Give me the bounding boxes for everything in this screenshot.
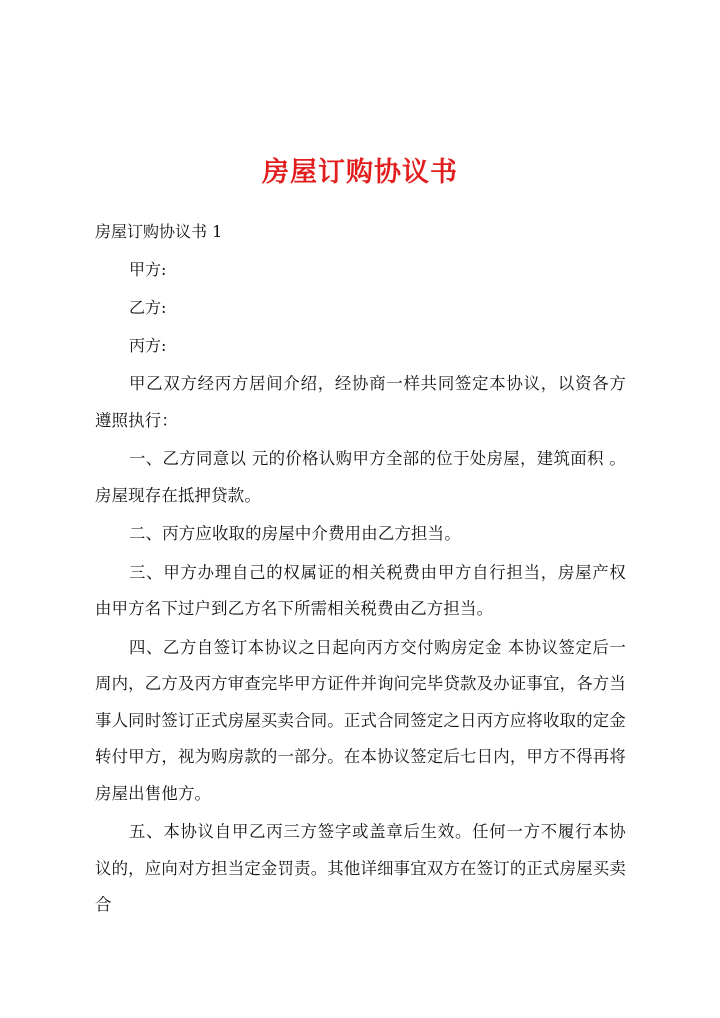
paragraph-clause-4: 四、乙方自签订本协议之日起向丙方交付购房定金 本协议签定后一周内，乙方及丙方审查完毕甲方证件并询问完毕贷款及办证事宜，各方当事人同时签订正式房屋买卖合同。正式合同签定之日丙方应将收取的定金转付甲方，视为购房款的一部分。在本协议签定后七日内，甲方不得再将房屋出售他方。: [95, 637, 626, 803]
party-a-line: 甲方:: [129, 260, 167, 279]
paragraph-intro: 甲乙双方经丙方居间介绍，经协商一样共同签定本协议，以资各方遵照执行：: [95, 374, 626, 430]
document-body: [95, 214, 626, 926]
party-c-line: 丙方:: [129, 336, 167, 355]
paragraph-clause-3: 三、甲方办理自己的权属证的相关税费由甲方自行担当，房屋产权由甲方名下过户到乙方名下所需相关税费由乙方担当。: [95, 562, 626, 618]
paragraph-clause-2: 二、丙方应收取的房屋中介费用由乙方担当。: [129, 524, 461, 543]
document-subtitle: 房屋订购协议书 1: [95, 222, 223, 241]
party-b-line: 乙方:: [129, 298, 167, 317]
paragraph-clause-5: 五、本协议自甲乙丙三方签字或盖章后生效。任何一方不履行本协议的，应向对方担当定金罚责。其他详细事宜双方在签订的正式房屋买卖合: [95, 822, 626, 914]
paragraph-clause-1: 一、乙方同意以 元的价格认购甲方全部的位于处房屋，建筑面积 。房屋现存在抵押贷款。: [95, 449, 626, 505]
document-title: 房屋订购协议书: [262, 157, 458, 188]
